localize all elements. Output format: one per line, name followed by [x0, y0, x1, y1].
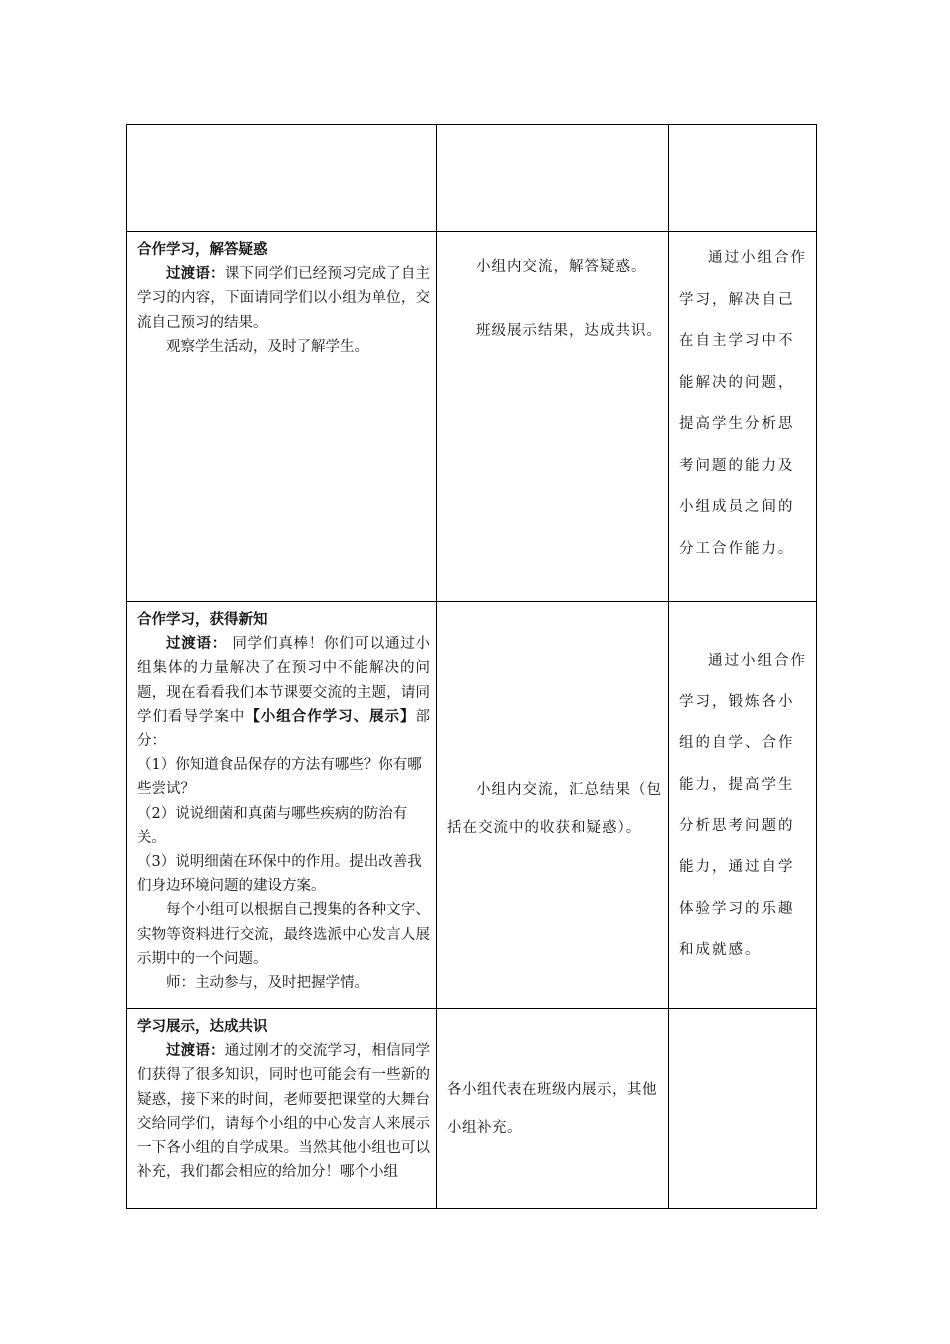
- lesson-plan-table: [126, 124, 817, 1209]
- student-activity-cell: [437, 602, 669, 1009]
- table-row: [127, 125, 817, 232]
- design-intent-cell: [669, 602, 817, 1009]
- transition-text: 同学们真棒！你们可以通过小组集体的力量解决了在预习中不能解决的问题，现在看看我们本节课要交流的主题，请同学们看导学案中: [137, 636, 431, 725]
- highlight-text: 【小组合作学习、展示】: [245, 707, 416, 725]
- question-item: （2）说说细菌和真菌与哪些疾病的防治有关。: [137, 805, 408, 846]
- section-heading: 合作学习，解答疑惑: [137, 241, 268, 258]
- table-row: [127, 602, 817, 1009]
- student-activity-text: 班级展示结果，达成共识。: [476, 323, 662, 339]
- student-activity-cell: [437, 125, 669, 232]
- design-intent-cell: [669, 125, 817, 232]
- student-activity-text: 小组内交流，汇总结果（包括在交流中的收获和疑惑）。: [447, 782, 662, 836]
- instruction-paragraph: 师：主动参与，及时把握学情。: [166, 975, 369, 992]
- student-activity-cell: [437, 232, 669, 602]
- question-item: （1）你知道食品保存的方法有哪些？你有哪些尝试？: [137, 757, 422, 798]
- design-intent-cell: [669, 232, 817, 602]
- transition-text: 部分：: [137, 708, 431, 750]
- student-activity-text: 各小组代表在班级内展示，其他小组补充。: [447, 1081, 657, 1136]
- section-heading: 学习展示，达成共识: [137, 1018, 268, 1035]
- transition-text: 课下同学们已经预习完成了自主学习的内容，下面请同学们以小组为单位，交流自己预习的结果。: [137, 266, 431, 331]
- teacher-activity-cell: [127, 232, 437, 602]
- transition-paragraph: [137, 1039, 430, 1184]
- transition-label: 过渡语：: [166, 635, 228, 653]
- transition-text: 通过刚才的交流学习，相信同学们获得了很多知识，同时也可能会有一些新的疑惑，接下来的时间，老师要把课堂的大舞台交给同学们，请每个小组的中心发言人来展示一下各小组的自学成果。当然其他小组也可以补充，我们都会相应的给加分！哪个小组: [137, 1043, 431, 1181]
- table-row: [127, 232, 817, 602]
- teacher-activity-cell: [127, 125, 437, 232]
- transition-paragraph: [137, 262, 430, 335]
- design-intent-cell: [669, 1009, 817, 1209]
- student-activity-cell: [437, 1009, 669, 1209]
- design-intent-text: 通过小组合作学习，解决自己在自主学习中不能解决的问题，提高学生分析思考问题的能力及小组成员之间的分工合作能力。: [679, 250, 807, 557]
- observation-paragraph: 观察学生活动，及时了解学生。: [166, 338, 369, 355]
- section-heading: 合作学习，获得新知: [137, 611, 268, 628]
- design-intent-text: 通过小组合作学习，锻炼各小组的自学、合作能力，提高学生分析思考问题的能力，通过自学体验学习的乐趣和成就感。: [679, 652, 807, 958]
- table-row: [127, 1009, 817, 1209]
- student-activity-text: 小组内交流，解答疑惑。: [476, 259, 647, 275]
- transition-label: 过渡语：: [166, 1042, 225, 1060]
- transition-label: 过渡语：: [166, 265, 225, 283]
- question-item: （3）说明细菌在环保中的作用。提出改善我们身边环境问题的建设方案。: [137, 854, 422, 895]
- teacher-activity-cell: [127, 602, 437, 1009]
- transition-paragraph: [137, 632, 430, 753]
- instruction-paragraph: 每个小组可以根据自己搜集的各种文字、实物等资料进行交流，最终选派中心发言人展示期中的一个问题。: [137, 902, 430, 967]
- teacher-activity-cell: [127, 1009, 437, 1209]
